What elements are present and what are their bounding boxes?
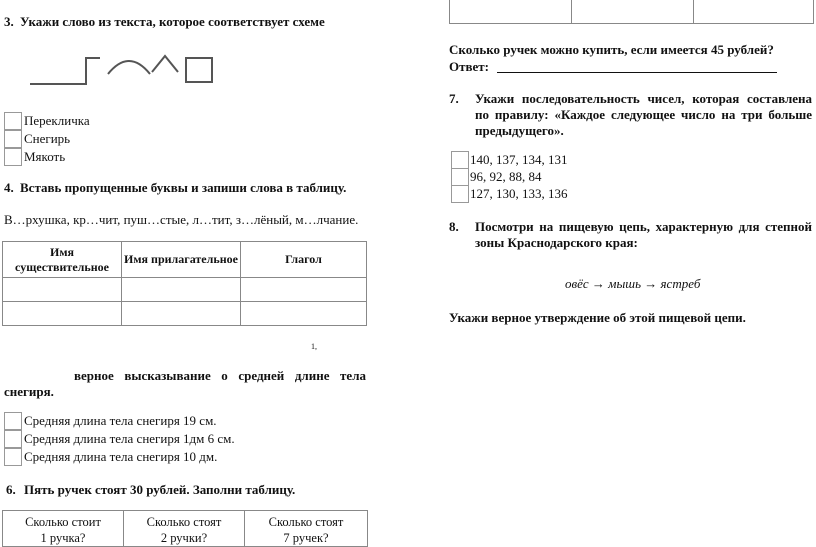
q4-words: В…рхушка, кр…чит, пуш…стые, л…тит, з…лёный, м…лчание. [4, 212, 359, 227]
q4-cell[interactable] [122, 302, 241, 326]
q5-option-3-checkbox[interactable] [4, 448, 22, 466]
q4-cell[interactable] [3, 302, 122, 326]
q8-line-2: зоны Краснодарского края: [475, 235, 638, 250]
q3-option-2-checkbox[interactable] [4, 130, 22, 148]
q6-title: Пять ручек стоят 30 рублей. Заполни таблицу. [24, 482, 296, 497]
q6-header-3-line-1: Сколько стоят [268, 515, 344, 529]
q5-option-3: Средняя длина тела снегиря 10 дм. [24, 449, 218, 464]
q4-header-verb: Глагол [241, 242, 367, 278]
q6-header-1-line-2: 1 ручка? [40, 531, 86, 545]
q4-header-adjective: Имя прилагательное [122, 242, 241, 278]
q3-option-3-checkbox[interactable] [4, 148, 22, 166]
stray-mark: 1, [311, 342, 317, 351]
scheme-root-bracket [30, 58, 100, 84]
q4-cell[interactable] [241, 302, 367, 326]
q7-option-1: 140, 137, 134, 131 [470, 152, 568, 167]
q5-option-2: Средняя длина тела снегиря 1дм 6 см. [24, 431, 235, 446]
q3-option-1: Перекличка [24, 113, 90, 128]
q7-option-3: 127, 130, 133, 136 [470, 186, 568, 201]
q7-number: 7. [449, 91, 459, 106]
q3-option-1-checkbox[interactable] [4, 112, 22, 130]
q8-prompt: Укажи верное утверждение об этой пищевой цепи. [449, 310, 746, 325]
answer-cell[interactable] [694, 0, 814, 24]
q7-option-2: 96, 92, 88, 84 [470, 169, 542, 184]
q3-number: 3. [4, 14, 14, 29]
q6-header-2-line-2: 2 ручки? [160, 531, 208, 545]
q8-line-1: Посмотри на пищевую цепь, характерную для степной [475, 219, 812, 234]
q6-number: 6. [6, 482, 16, 497]
q7-line-2: по правилу: «Каждое следующее число на три больше [475, 107, 812, 122]
q5-option-2-checkbox[interactable] [4, 430, 22, 448]
q6-header-3-line-2: 7 ручек? [283, 531, 329, 545]
food-chain: овёс → мышь → ястреб [565, 276, 701, 291]
answer-label: Ответ: [449, 59, 490, 74]
answer-cell[interactable] [450, 0, 572, 24]
q5-option-1: Средняя длина тела снегиря 19 см. [24, 413, 217, 428]
q6-header-3 [245, 511, 368, 547]
answer-table-fragment [449, 0, 814, 24]
q7-option-1-checkbox[interactable] [451, 151, 469, 169]
q7-line-1: Укажи последовательность чисел, которая составлена [475, 91, 812, 106]
answer-cell[interactable] [572, 0, 694, 24]
q6-header-2 [124, 511, 245, 547]
q5-line-2: снегиря. [4, 384, 54, 399]
q7-option-2-checkbox[interactable] [451, 168, 469, 186]
q5-option-1-checkbox[interactable] [4, 412, 22, 430]
answer-line[interactable] [497, 72, 777, 73]
q6-header-1-line-1: Сколько стоит [25, 515, 101, 529]
q7-line-3: предыдущего». [475, 123, 564, 138]
q6-table [2, 510, 368, 547]
q5-line-1: верное высказывание о средней длине тела [74, 368, 366, 383]
scheme-ending-box [186, 58, 212, 82]
q6-header-2-line-1: Сколько стоят [146, 515, 222, 529]
q3-option-2: Снегирь [24, 131, 71, 146]
word-scheme-diagram [28, 52, 218, 94]
q4-header-noun: Имя существительное [3, 242, 122, 278]
q3-option-3: Мякоть [24, 149, 66, 164]
q3-title: Укажи слово из текста, которое соответствует схеме [20, 14, 325, 29]
q4-cell[interactable] [241, 278, 367, 302]
q4-cell[interactable] [122, 278, 241, 302]
q6-header-1 [3, 511, 124, 547]
q4-number: 4. [4, 180, 14, 195]
q4-cell[interactable] [3, 278, 122, 302]
q7-option-3-checkbox[interactable] [451, 185, 469, 203]
q4-table [2, 241, 367, 326]
scheme-ending-triangle [152, 56, 178, 72]
q4-title: Вставь пропущенные буквы и запиши слова в таблицу. [20, 180, 347, 195]
q8-number: 8. [449, 219, 459, 234]
scheme-prefix-arc [108, 61, 150, 74]
pens-question: Сколько ручек можно купить, если имеется 45 рублей? [449, 42, 774, 57]
